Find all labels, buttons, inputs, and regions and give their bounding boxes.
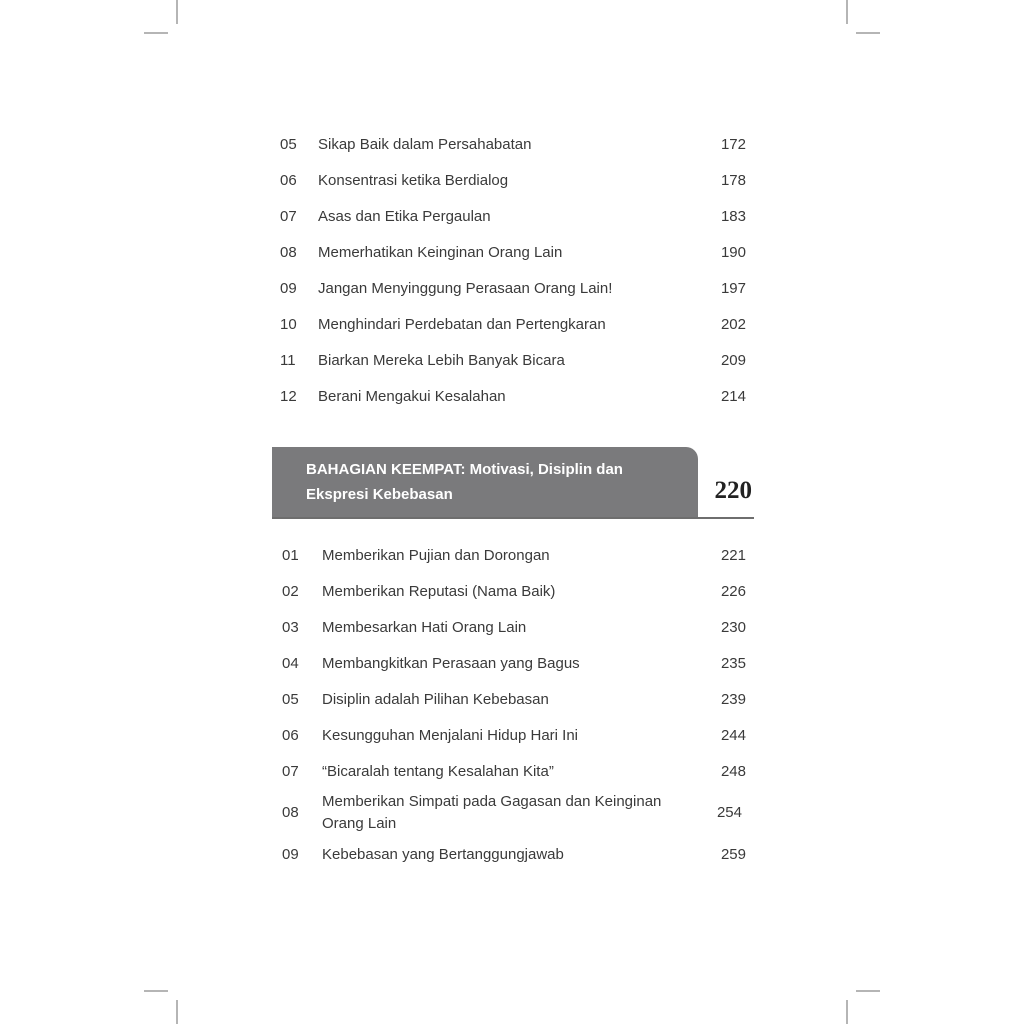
- entry-number: 02: [282, 583, 299, 600]
- entry-title: Memberikan Simpati pada Gagasan dan Keinginan Orang Lain: [322, 793, 662, 832]
- toc-entry[interactable]: [282, 761, 746, 783]
- entry-number: 07: [282, 763, 299, 780]
- section-title-line-1: BAHAGIAN KEEMPAT: Motivasi, Disiplin dan: [306, 461, 623, 478]
- entry-number: 04: [282, 655, 299, 672]
- entry-page: 254: [716, 804, 742, 821]
- entry-number: 06: [280, 172, 297, 189]
- entry-number: 09: [282, 846, 299, 863]
- crop-mark: [856, 32, 880, 34]
- toc-entry[interactable]: [280, 206, 746, 228]
- entry-number: 03: [282, 619, 299, 636]
- crop-mark: [176, 0, 178, 24]
- toc-entry[interactable]: [282, 844, 746, 866]
- toc-entry[interactable]: [282, 617, 746, 639]
- entry-number: 11: [280, 352, 296, 369]
- entry-page: 244: [720, 727, 746, 744]
- toc-entry[interactable]: [280, 134, 746, 156]
- crop-mark: [144, 990, 168, 992]
- entry-title: “Bicaralah tentang Kesalahan Kita”: [322, 763, 554, 780]
- section-divider: [272, 517, 754, 519]
- toc-entry[interactable]: [282, 545, 746, 567]
- toc-entry[interactable]: [280, 314, 746, 336]
- entry-number: 06: [282, 727, 299, 744]
- entry-page: 178: [720, 172, 746, 189]
- entry-title: Konsentrasi ketika Berdialog: [318, 172, 509, 189]
- crop-mark: [176, 1000, 178, 1024]
- entry-title: Kesungguhan Menjalani Hidup Hari Ini: [322, 727, 578, 744]
- entry-title: Membesarkan Hati Orang Lain: [322, 619, 527, 636]
- entry-title: Asas dan Etika Pergaulan: [318, 208, 491, 225]
- toc-entry[interactable]: [282, 653, 746, 675]
- entry-title: Disiplin adalah Pilihan Kebebasan: [322, 691, 549, 708]
- entry-number: 12: [280, 388, 297, 405]
- toc-entry[interactable]: [280, 386, 746, 408]
- entry-title: Biarkan Mereka Lebih Banyak Bicara: [318, 352, 565, 369]
- entry-title: Berani Mengakui Kesalahan: [318, 388, 506, 405]
- entry-title: Membangkitkan Perasaan yang Bagus: [322, 655, 580, 672]
- crop-mark: [856, 990, 880, 992]
- entry-page: 221: [720, 547, 746, 564]
- entry-title: Sikap Baik dalam Persahabatan: [318, 136, 532, 153]
- entry-number: 07: [280, 208, 297, 225]
- entry-title: Memberikan Reputasi (Nama Baik): [322, 583, 556, 600]
- toc-entry[interactable]: [282, 791, 746, 835]
- entry-page: 235: [720, 655, 746, 672]
- entry-page: 190: [720, 244, 746, 261]
- toc-entry[interactable]: [280, 170, 746, 192]
- crop-mark: [846, 1000, 848, 1024]
- toc-entry[interactable]: [282, 689, 746, 711]
- entry-title: Kebebasan yang Bertanggungjawab: [322, 846, 564, 863]
- entry-number: 10: [280, 316, 297, 333]
- entry-page: 259: [720, 846, 746, 863]
- crop-mark: [846, 0, 848, 24]
- entry-number: 08: [282, 804, 299, 821]
- entry-page: 239: [720, 691, 746, 708]
- entry-title: Memberikan Pujian dan Dorongan: [322, 547, 550, 564]
- entry-page: 248: [720, 763, 746, 780]
- entry-page: 209: [720, 352, 746, 369]
- entry-number: 01: [282, 547, 299, 564]
- entry-title: Memerhatikan Keinginan Orang Lain: [318, 244, 563, 261]
- toc-entry[interactable]: [280, 278, 746, 300]
- section-header[interactable]: [272, 447, 754, 519]
- entry-page: 230: [720, 619, 746, 636]
- toc-entry[interactable]: [280, 242, 746, 264]
- section-title: [306, 457, 686, 507]
- entry-page: 183: [720, 208, 746, 225]
- entry-page: 226: [720, 583, 746, 600]
- entry-number: 08: [280, 244, 297, 261]
- section-title-line-2: Ekspresi Kebebasan: [306, 486, 453, 503]
- entry-page: 214: [720, 388, 746, 405]
- entry-title: Menghindari Perdebatan dan Pertengkaran: [318, 316, 606, 333]
- entry-number: 05: [282, 691, 299, 708]
- entry-page: 172: [720, 136, 746, 153]
- crop-mark: [144, 32, 168, 34]
- entry-page: 197: [720, 280, 746, 297]
- entry-title: Jangan Menyinggung Perasaan Orang Lain!: [318, 280, 613, 297]
- toc-entry[interactable]: [282, 725, 746, 747]
- entry-number: 09: [280, 280, 297, 297]
- toc-entry[interactable]: [282, 581, 746, 603]
- toc-entry[interactable]: [280, 350, 746, 372]
- entry-page: 202: [720, 316, 746, 333]
- section-page-number: 220: [714, 477, 752, 504]
- entry-number: 05: [280, 136, 297, 153]
